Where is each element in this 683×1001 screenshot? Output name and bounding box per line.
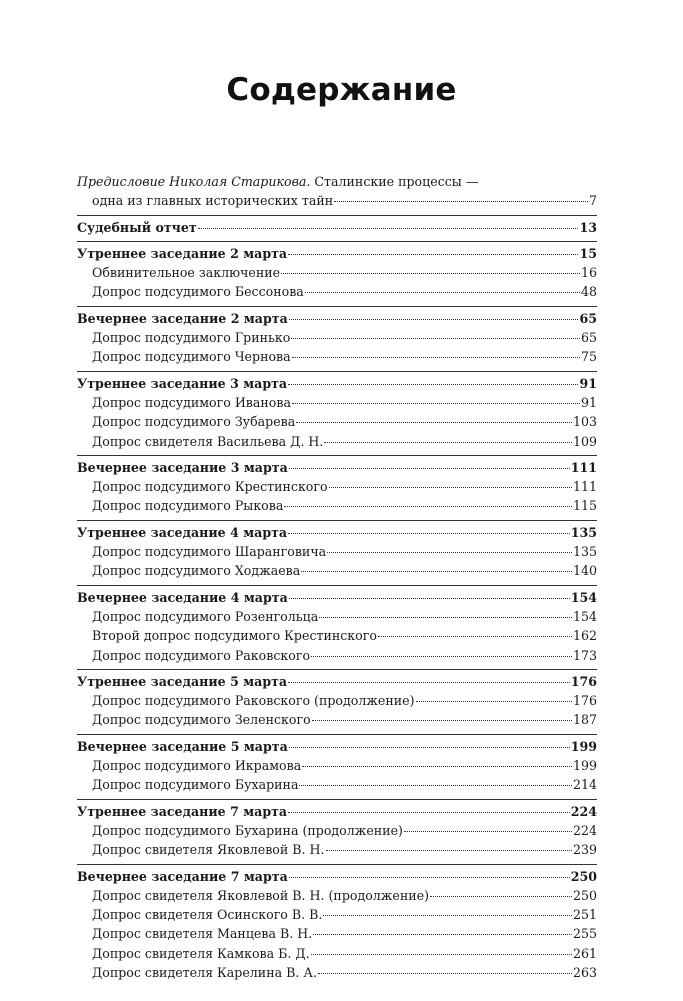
toc-entry-page-number: 154 xyxy=(572,608,597,624)
toc-entry-label: Утреннее заседание 2 марта xyxy=(77,245,288,261)
section-divider xyxy=(77,520,597,521)
toc-entry-label: Допрос подсудимого Зеленского xyxy=(92,712,311,728)
toc-subentry[interactable] xyxy=(77,496,597,515)
court-report-label: Судебный отчет xyxy=(77,219,197,235)
toc-section-heading[interactable] xyxy=(77,867,597,886)
section-divider xyxy=(77,669,597,670)
leader-dots xyxy=(289,876,570,878)
toc-subentry[interactable] xyxy=(77,432,597,451)
toc-entry-page-number: 255 xyxy=(572,926,597,942)
leader-dots xyxy=(289,467,570,469)
toc-entry-label: Обвинительное заключение xyxy=(92,265,281,281)
toc-entry-page-number: 199 xyxy=(570,738,597,754)
toc-entry-page-number: 250 xyxy=(572,887,597,903)
leader-dots xyxy=(198,227,579,229)
leader-dots xyxy=(334,200,588,202)
leader-dots xyxy=(305,291,580,293)
toc-entry-page-number: 91 xyxy=(579,375,597,391)
leader-dots xyxy=(288,681,570,683)
toc-subentry[interactable] xyxy=(77,905,597,924)
toc-entry-label: Допрос подсудимого Ходжаева xyxy=(92,563,301,579)
toc-entry-label: Допрос подсудимого Раковского (продолжение) xyxy=(92,693,415,709)
leader-dots xyxy=(324,441,572,443)
table-of-contents xyxy=(77,172,597,982)
leader-dots xyxy=(404,830,572,832)
toc-section-heading[interactable] xyxy=(77,737,597,756)
toc-entry-label: Вечернее заседание 4 марта xyxy=(77,589,288,605)
toc-entry-label: Допрос подсудимого Крестинского xyxy=(92,479,328,495)
leader-dots xyxy=(299,784,572,786)
toc-entry-page-number: 261 xyxy=(572,945,597,961)
court-report-page-number: 13 xyxy=(579,219,597,235)
toc-entry-label: Допрос подсудимого Зубарева xyxy=(92,414,296,430)
toc-subentry[interactable] xyxy=(77,886,597,905)
leader-dots xyxy=(281,272,580,274)
leader-dots xyxy=(416,700,572,702)
toc-entry-page-number: 135 xyxy=(572,544,597,560)
toc-subentry[interactable] xyxy=(77,756,597,775)
preface-title-end: одна из главных исторических тайн xyxy=(92,193,334,209)
toc-entry-page-number: 65 xyxy=(579,310,597,326)
toc-subentry[interactable] xyxy=(77,347,597,366)
toc-entry-page-number: 75 xyxy=(580,349,597,365)
toc-entry-page-number: 48 xyxy=(580,284,597,300)
preface-page-number: 7 xyxy=(588,193,597,209)
leader-dots xyxy=(288,532,570,534)
leader-dots xyxy=(326,849,572,851)
leader-dots xyxy=(291,337,580,339)
toc-section-heading[interactable] xyxy=(77,523,597,542)
toc-entry-page-number: 111 xyxy=(572,479,597,495)
toc-subentry[interactable] xyxy=(77,691,597,710)
sections-list xyxy=(77,241,597,982)
toc-entry-court-report[interactable] xyxy=(77,218,597,237)
toc-subentry[interactable] xyxy=(77,607,597,626)
toc-entry-label: Допрос свидетеля Яковлевой В. Н. (продолжение) xyxy=(92,887,429,903)
toc-entry-page-number: 187 xyxy=(572,712,597,728)
toc-entry-label: Допрос подсудимого Бухарина (продолжение) xyxy=(92,822,403,838)
toc-entry-label: Вечернее заседание 5 марта xyxy=(77,738,288,754)
toc-entry-label: Вечернее заседание 3 марта xyxy=(77,459,288,475)
toc-entry-page-number: 65 xyxy=(580,330,597,346)
toc-entry-label: Допрос подсудимого Раковского xyxy=(92,647,311,663)
toc-entry-page-number: 162 xyxy=(572,628,597,644)
section-divider xyxy=(77,306,597,307)
toc-subentry[interactable] xyxy=(77,646,597,665)
leader-dots xyxy=(323,914,572,916)
leader-dots xyxy=(318,972,572,974)
toc-entry-label: Допрос подсудимого Иванова xyxy=(92,394,291,410)
toc-section-heading[interactable] xyxy=(77,309,597,328)
section-divider xyxy=(77,734,597,735)
section-divider xyxy=(77,864,597,865)
toc-section-heading[interactable] xyxy=(77,802,597,821)
toc-subentry[interactable] xyxy=(77,821,597,840)
toc-entry-page-number: 263 xyxy=(572,964,597,980)
toc-subentry[interactable] xyxy=(77,328,597,347)
toc-entry-label: Допрос подсудимого Бухарина xyxy=(92,777,299,793)
leader-dots xyxy=(302,765,572,767)
leader-dots xyxy=(329,486,572,488)
toc-subentry[interactable] xyxy=(77,840,597,859)
leader-dots xyxy=(292,402,580,404)
toc-subentry[interactable] xyxy=(77,393,597,412)
toc-entry-label: Допрос свидетеля Осинского В. В. xyxy=(92,907,323,923)
leader-dots xyxy=(301,570,572,572)
toc-subentry[interactable] xyxy=(77,477,597,496)
toc-entry-label: Допрос свидетеля Яковлевой В. Н. xyxy=(92,842,325,858)
toc-subentry[interactable] xyxy=(77,775,597,794)
section-divider xyxy=(77,455,597,456)
toc-subentry[interactable] xyxy=(77,412,597,431)
preface-entry-line2[interactable] xyxy=(77,191,597,210)
section-divider xyxy=(77,585,597,586)
section-divider xyxy=(77,371,597,372)
section-divider xyxy=(77,241,597,242)
toc-entry-label: Утреннее заседание 5 марта xyxy=(77,673,288,689)
leader-dots xyxy=(319,616,572,618)
leader-dots xyxy=(313,933,572,935)
page-title: Содержание xyxy=(226,72,457,108)
toc-entry-page-number: 224 xyxy=(572,822,597,838)
preface-author: Предисловие Николая Старикова. xyxy=(77,174,311,189)
toc-entry-label: Допрос свидетеля Карелина В. А. xyxy=(92,964,317,980)
leader-dots xyxy=(327,551,572,553)
leader-dots xyxy=(292,356,580,358)
toc-subentry[interactable] xyxy=(77,263,597,282)
toc-entry-page-number: 111 xyxy=(570,459,597,475)
toc-entry-label: Второй допрос подсудимого Крестинского xyxy=(92,628,377,644)
toc-entry-label: Утреннее заседание 4 марта xyxy=(77,524,288,540)
toc-entry-page-number: 224 xyxy=(570,803,597,819)
leader-dots xyxy=(289,318,579,320)
leader-dots xyxy=(289,597,570,599)
toc-section-heading[interactable] xyxy=(77,588,597,607)
leader-dots xyxy=(284,505,572,507)
toc-entry-page-number: 115 xyxy=(572,498,597,514)
toc-entry-page-number: 239 xyxy=(572,842,597,858)
toc-section-heading[interactable] xyxy=(77,458,597,477)
toc-entry-page-number: 176 xyxy=(572,693,597,709)
toc-entry-page-number: 109 xyxy=(572,433,597,449)
toc-subentry[interactable] xyxy=(77,561,597,580)
toc-entry-page-number: 154 xyxy=(570,589,597,605)
toc-entry-label: Допрос подсудимого Гринько xyxy=(92,330,291,346)
toc-entry-page-number: 140 xyxy=(572,563,597,579)
toc-entry-page-number: 16 xyxy=(580,265,597,281)
leader-dots xyxy=(288,811,570,813)
toc-entry-label: Допрос подсудимого Икрамова xyxy=(92,758,302,774)
toc-entry-label: Допрос подсудимого Шаранговича xyxy=(92,544,327,560)
toc-entry-label: Допрос свидетеля Манцева В. Н. xyxy=(92,926,313,942)
toc-section-heading[interactable] xyxy=(77,244,597,263)
toc-subentry[interactable] xyxy=(77,542,597,561)
toc-subentry[interactable] xyxy=(77,626,597,645)
leader-dots xyxy=(311,953,572,955)
leader-dots xyxy=(288,383,578,385)
toc-section-heading[interactable] xyxy=(77,672,597,691)
leader-dots xyxy=(311,655,572,657)
toc-entry-label: Допрос подсудимого Рыкова xyxy=(92,498,284,514)
leader-dots xyxy=(289,746,570,748)
toc-entry-label: Допрос подсудимого Чернова xyxy=(92,349,291,365)
leader-dots xyxy=(288,253,578,255)
toc-entry-page-number: 173 xyxy=(572,647,597,663)
toc-section-heading[interactable] xyxy=(77,374,597,393)
toc-entry-label: Вечернее заседание 2 марта xyxy=(77,310,288,326)
toc-subentry[interactable] xyxy=(77,963,597,982)
preface-entry-line1[interactable] xyxy=(77,172,597,191)
toc-entry-label: Утреннее заседание 3 марта xyxy=(77,375,288,391)
toc-entry-label: Вечернее заседание 7 марта xyxy=(77,868,288,884)
toc-entry-page-number: 199 xyxy=(572,758,597,774)
toc-entry-label: Допрос свидетеля Камкова Б. Д. xyxy=(92,945,310,961)
toc-entry-page-number: 250 xyxy=(570,868,597,884)
leader-dots xyxy=(296,421,572,423)
toc-entry-label: Допрос подсудимого Бессонова xyxy=(92,284,304,300)
leader-dots xyxy=(312,719,572,721)
toc-entry-page-number: 251 xyxy=(572,907,597,923)
section-divider xyxy=(77,799,597,800)
toc-subentry[interactable] xyxy=(77,282,597,301)
toc-entry-label: Утреннее заседание 7 марта xyxy=(77,803,288,819)
preface-title-start: Сталинские процессы — xyxy=(310,174,479,189)
toc-subentry[interactable] xyxy=(77,924,597,943)
toc-subentry[interactable] xyxy=(77,944,597,963)
toc-entry-label: Допрос свидетеля Васильева Д. Н. xyxy=(92,433,324,449)
leader-dots xyxy=(378,635,572,637)
toc-entry-page-number: 135 xyxy=(570,524,597,540)
toc-entry-page-number: 91 xyxy=(580,394,597,410)
toc-subentry[interactable] xyxy=(77,710,597,729)
toc-entry-page-number: 176 xyxy=(570,673,597,689)
toc-entry-page-number: 214 xyxy=(572,777,597,793)
section-divider xyxy=(77,215,597,216)
toc-entry-label: Допрос подсудимого Розенгольца xyxy=(92,608,319,624)
leader-dots xyxy=(430,895,572,897)
toc-entry-page-number: 103 xyxy=(572,414,597,430)
toc-entry-page-number: 15 xyxy=(579,245,597,261)
